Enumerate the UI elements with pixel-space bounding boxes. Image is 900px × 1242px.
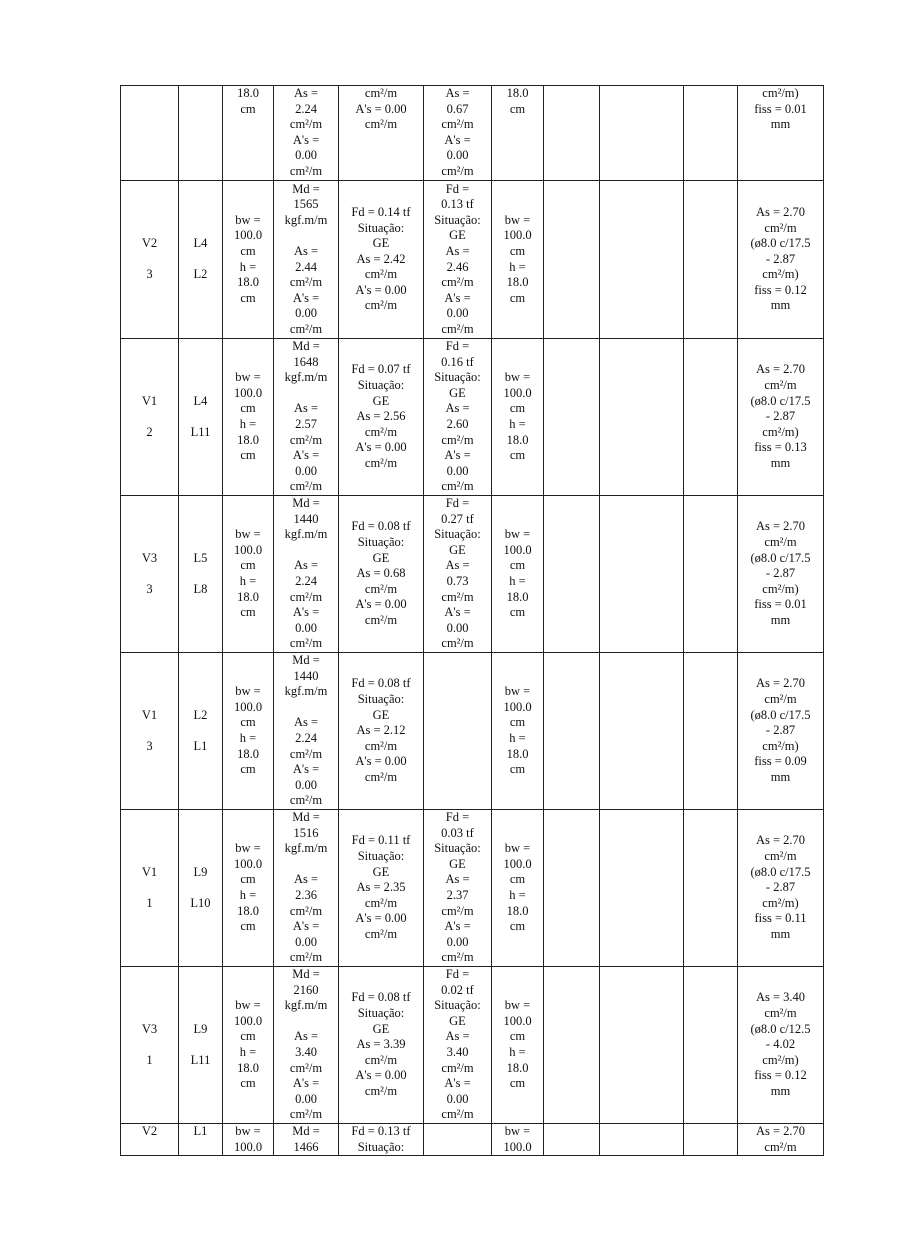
empty-cell bbox=[544, 339, 600, 496]
table-row bbox=[121, 339, 824, 496]
empty-cell bbox=[684, 339, 738, 496]
slab-cell: L4 L2 bbox=[179, 181, 223, 339]
negative-steel-cell: Fd = 0.08 tf Situação: GE As = 3.39 cm²/m A's = 0.00 cm²/m bbox=[339, 967, 424, 1124]
moment-cell: Md = 1440 kgf.m/m As = 2.24 cm²/m A's = 0.00 cm²/m bbox=[274, 653, 339, 810]
negative-steel-cell: Fd = 0.08 tf Situação: GE As = 0.68 cm²/m A's = 0.00 cm²/m bbox=[339, 496, 424, 653]
table-body bbox=[121, 86, 824, 1156]
slab-cell bbox=[179, 86, 223, 181]
moment-cell: As = 2.24 cm²/m A's = 0.00 cm²/m bbox=[274, 86, 339, 181]
empty-cell bbox=[684, 86, 738, 181]
shear-cell: Fd = 0.02 tf Situação: GE As = 3.40 cm²/m A's = 0.00 cm²/m bbox=[424, 967, 492, 1124]
section2-cell: bw = 100.0 cm h = 18.0 cm bbox=[492, 181, 544, 339]
slab-cell: L4 L11 bbox=[179, 339, 223, 496]
beam-cell: V1 2 bbox=[121, 339, 179, 496]
section-cell: bw = 100.0 cm h = 18.0 cm bbox=[223, 967, 274, 1124]
negative-steel-cell: cm²/m A's = 0.00 cm²/m bbox=[339, 86, 424, 181]
section2-cell: 18.0 cm bbox=[492, 86, 544, 181]
empty-cell bbox=[544, 653, 600, 810]
section-cell: bw = 100.0 bbox=[223, 1124, 274, 1156]
slab-cell: L2 L1 bbox=[179, 653, 223, 810]
negative-steel-cell: Fd = 0.13 tf Situação: bbox=[339, 1124, 424, 1156]
empty-cell bbox=[544, 1124, 600, 1156]
empty-cell bbox=[544, 181, 600, 339]
empty-cell bbox=[600, 810, 684, 967]
section-cell: bw = 100.0 cm h = 18.0 cm bbox=[223, 496, 274, 653]
section2-cell: bw = 100.0 cm h = 18.0 cm bbox=[492, 810, 544, 967]
empty-cell bbox=[600, 496, 684, 653]
result-cell: As = 2.70 cm²/m (ø8.0 c/17.5 - 2.87 cm²/m) fiss = 0.13 mm bbox=[738, 339, 824, 496]
beam-cell: V2 bbox=[121, 1124, 179, 1156]
empty-cell bbox=[684, 967, 738, 1124]
empty-cell bbox=[600, 1124, 684, 1156]
beam-cell: V3 3 bbox=[121, 496, 179, 653]
empty-cell bbox=[600, 339, 684, 496]
moment-cell: Md = 1648 kgf.m/m As = 2.57 cm²/m A's = 0.00 cm²/m bbox=[274, 339, 339, 496]
beam-cell bbox=[121, 86, 179, 181]
slab-cell: L5 L8 bbox=[179, 496, 223, 653]
section2-cell: bw = 100.0 cm h = 18.0 cm bbox=[492, 653, 544, 810]
beam-cell: V2 3 bbox=[121, 181, 179, 339]
section-cell: bw = 100.0 cm h = 18.0 cm bbox=[223, 653, 274, 810]
shear-cell: As = 0.67 cm²/m A's = 0.00 cm²/m bbox=[424, 86, 492, 181]
table-row bbox=[121, 653, 824, 810]
section2-cell: bw = 100.0 cm h = 18.0 cm bbox=[492, 967, 544, 1124]
negative-steel-cell: Fd = 0.11 tf Situação: GE As = 2.35 cm²/m A's = 0.00 cm²/m bbox=[339, 810, 424, 967]
empty-cell bbox=[600, 967, 684, 1124]
table-row bbox=[121, 967, 824, 1124]
empty-cell bbox=[684, 496, 738, 653]
table-row bbox=[121, 810, 824, 967]
moment-cell: Md = 1466 bbox=[274, 1124, 339, 1156]
beam-cell: V3 1 bbox=[121, 967, 179, 1124]
table-row bbox=[121, 86, 824, 181]
empty-cell bbox=[544, 810, 600, 967]
section2-cell: bw = 100.0 cm h = 18.0 cm bbox=[492, 339, 544, 496]
table-row bbox=[121, 1124, 824, 1156]
shear-cell: Fd = 0.27 tf Situação: GE As = 0.73 cm²/m A's = 0.00 cm²/m bbox=[424, 496, 492, 653]
moment-cell: Md = 1516 kgf.m/m As = 2.36 cm²/m A's = 0.00 cm²/m bbox=[274, 810, 339, 967]
shear-cell bbox=[424, 653, 492, 810]
empty-cell bbox=[684, 1124, 738, 1156]
empty-cell bbox=[684, 181, 738, 339]
section-cell: bw = 100.0 cm h = 18.0 cm bbox=[223, 810, 274, 967]
empty-cell bbox=[600, 181, 684, 339]
slab-cell: L9 L11 bbox=[179, 967, 223, 1124]
result-cell: As = 2.70 cm²/m (ø8.0 c/17.5 - 2.87 cm²/m) fiss = 0.12 mm bbox=[738, 181, 824, 339]
section-cell: 18.0 cm bbox=[223, 86, 274, 181]
result-cell: As = 2.70 cm²/m (ø8.0 c/17.5 - 2.87 cm²/m) fiss = 0.11 mm bbox=[738, 810, 824, 967]
beam-cell: V1 1 bbox=[121, 810, 179, 967]
beam-cell: V1 3 bbox=[121, 653, 179, 810]
empty-cell bbox=[600, 653, 684, 810]
empty-cell bbox=[544, 86, 600, 181]
empty-cell bbox=[544, 967, 600, 1124]
section2-cell: bw = 100.0 cm h = 18.0 cm bbox=[492, 496, 544, 653]
empty-cell bbox=[684, 653, 738, 810]
empty-cell bbox=[600, 86, 684, 181]
negative-steel-cell: Fd = 0.14 tf Situação: GE As = 2.42 cm²/m A's = 0.00 cm²/m bbox=[339, 181, 424, 339]
section2-cell: bw = 100.0 bbox=[492, 1124, 544, 1156]
slab-cell: L1 bbox=[179, 1124, 223, 1156]
section-cell: bw = 100.0 cm h = 18.0 cm bbox=[223, 339, 274, 496]
shear-cell bbox=[424, 1124, 492, 1156]
moment-cell: Md = 2160 kgf.m/m As = 3.40 cm²/m A's = 0.00 cm²/m bbox=[274, 967, 339, 1124]
shear-cell: Fd = 0.13 tf Situação: GE As = 2.46 cm²/m A's = 0.00 cm²/m bbox=[424, 181, 492, 339]
section-cell: bw = 100.0 cm h = 18.0 cm bbox=[223, 181, 274, 339]
result-cell: cm²/m) fiss = 0.01 mm bbox=[738, 86, 824, 181]
moment-cell: Md = 1440 kgf.m/m As = 2.24 cm²/m A's = 0.00 cm²/m bbox=[274, 496, 339, 653]
negative-steel-cell: Fd = 0.08 tf Situação: GE As = 2.12 cm²/m A's = 0.00 cm²/m bbox=[339, 653, 424, 810]
slab-cell: L9 L10 bbox=[179, 810, 223, 967]
moment-cell: Md = 1565 kgf.m/m As = 2.44 cm²/m A's = 0.00 cm²/m bbox=[274, 181, 339, 339]
result-cell: As = 3.40 cm²/m (ø8.0 c/12.5 - 4.02 cm²/m) fiss = 0.12 mm bbox=[738, 967, 824, 1124]
result-cell: As = 2.70 cm²/m bbox=[738, 1124, 824, 1156]
result-cell: As = 2.70 cm²/m (ø8.0 c/17.5 - 2.87 cm²/m) fiss = 0.09 mm bbox=[738, 653, 824, 810]
shear-cell: Fd = 0.03 tf Situação: GE As = 2.37 cm²/m A's = 0.00 cm²/m bbox=[424, 810, 492, 967]
result-cell: As = 2.70 cm²/m (ø8.0 c/17.5 - 2.87 cm²/m) fiss = 0.01 mm bbox=[738, 496, 824, 653]
empty-cell bbox=[544, 496, 600, 653]
negative-steel-cell: Fd = 0.07 tf Situação: GE As = 2.56 cm²/m A's = 0.00 cm²/m bbox=[339, 339, 424, 496]
table-row bbox=[121, 181, 824, 339]
table-row bbox=[121, 496, 824, 653]
empty-cell bbox=[684, 810, 738, 967]
shear-cell: Fd = 0.16 tf Situação: GE As = 2.60 cm²/m A's = 0.00 cm²/m bbox=[424, 339, 492, 496]
results-table bbox=[120, 85, 824, 1156]
